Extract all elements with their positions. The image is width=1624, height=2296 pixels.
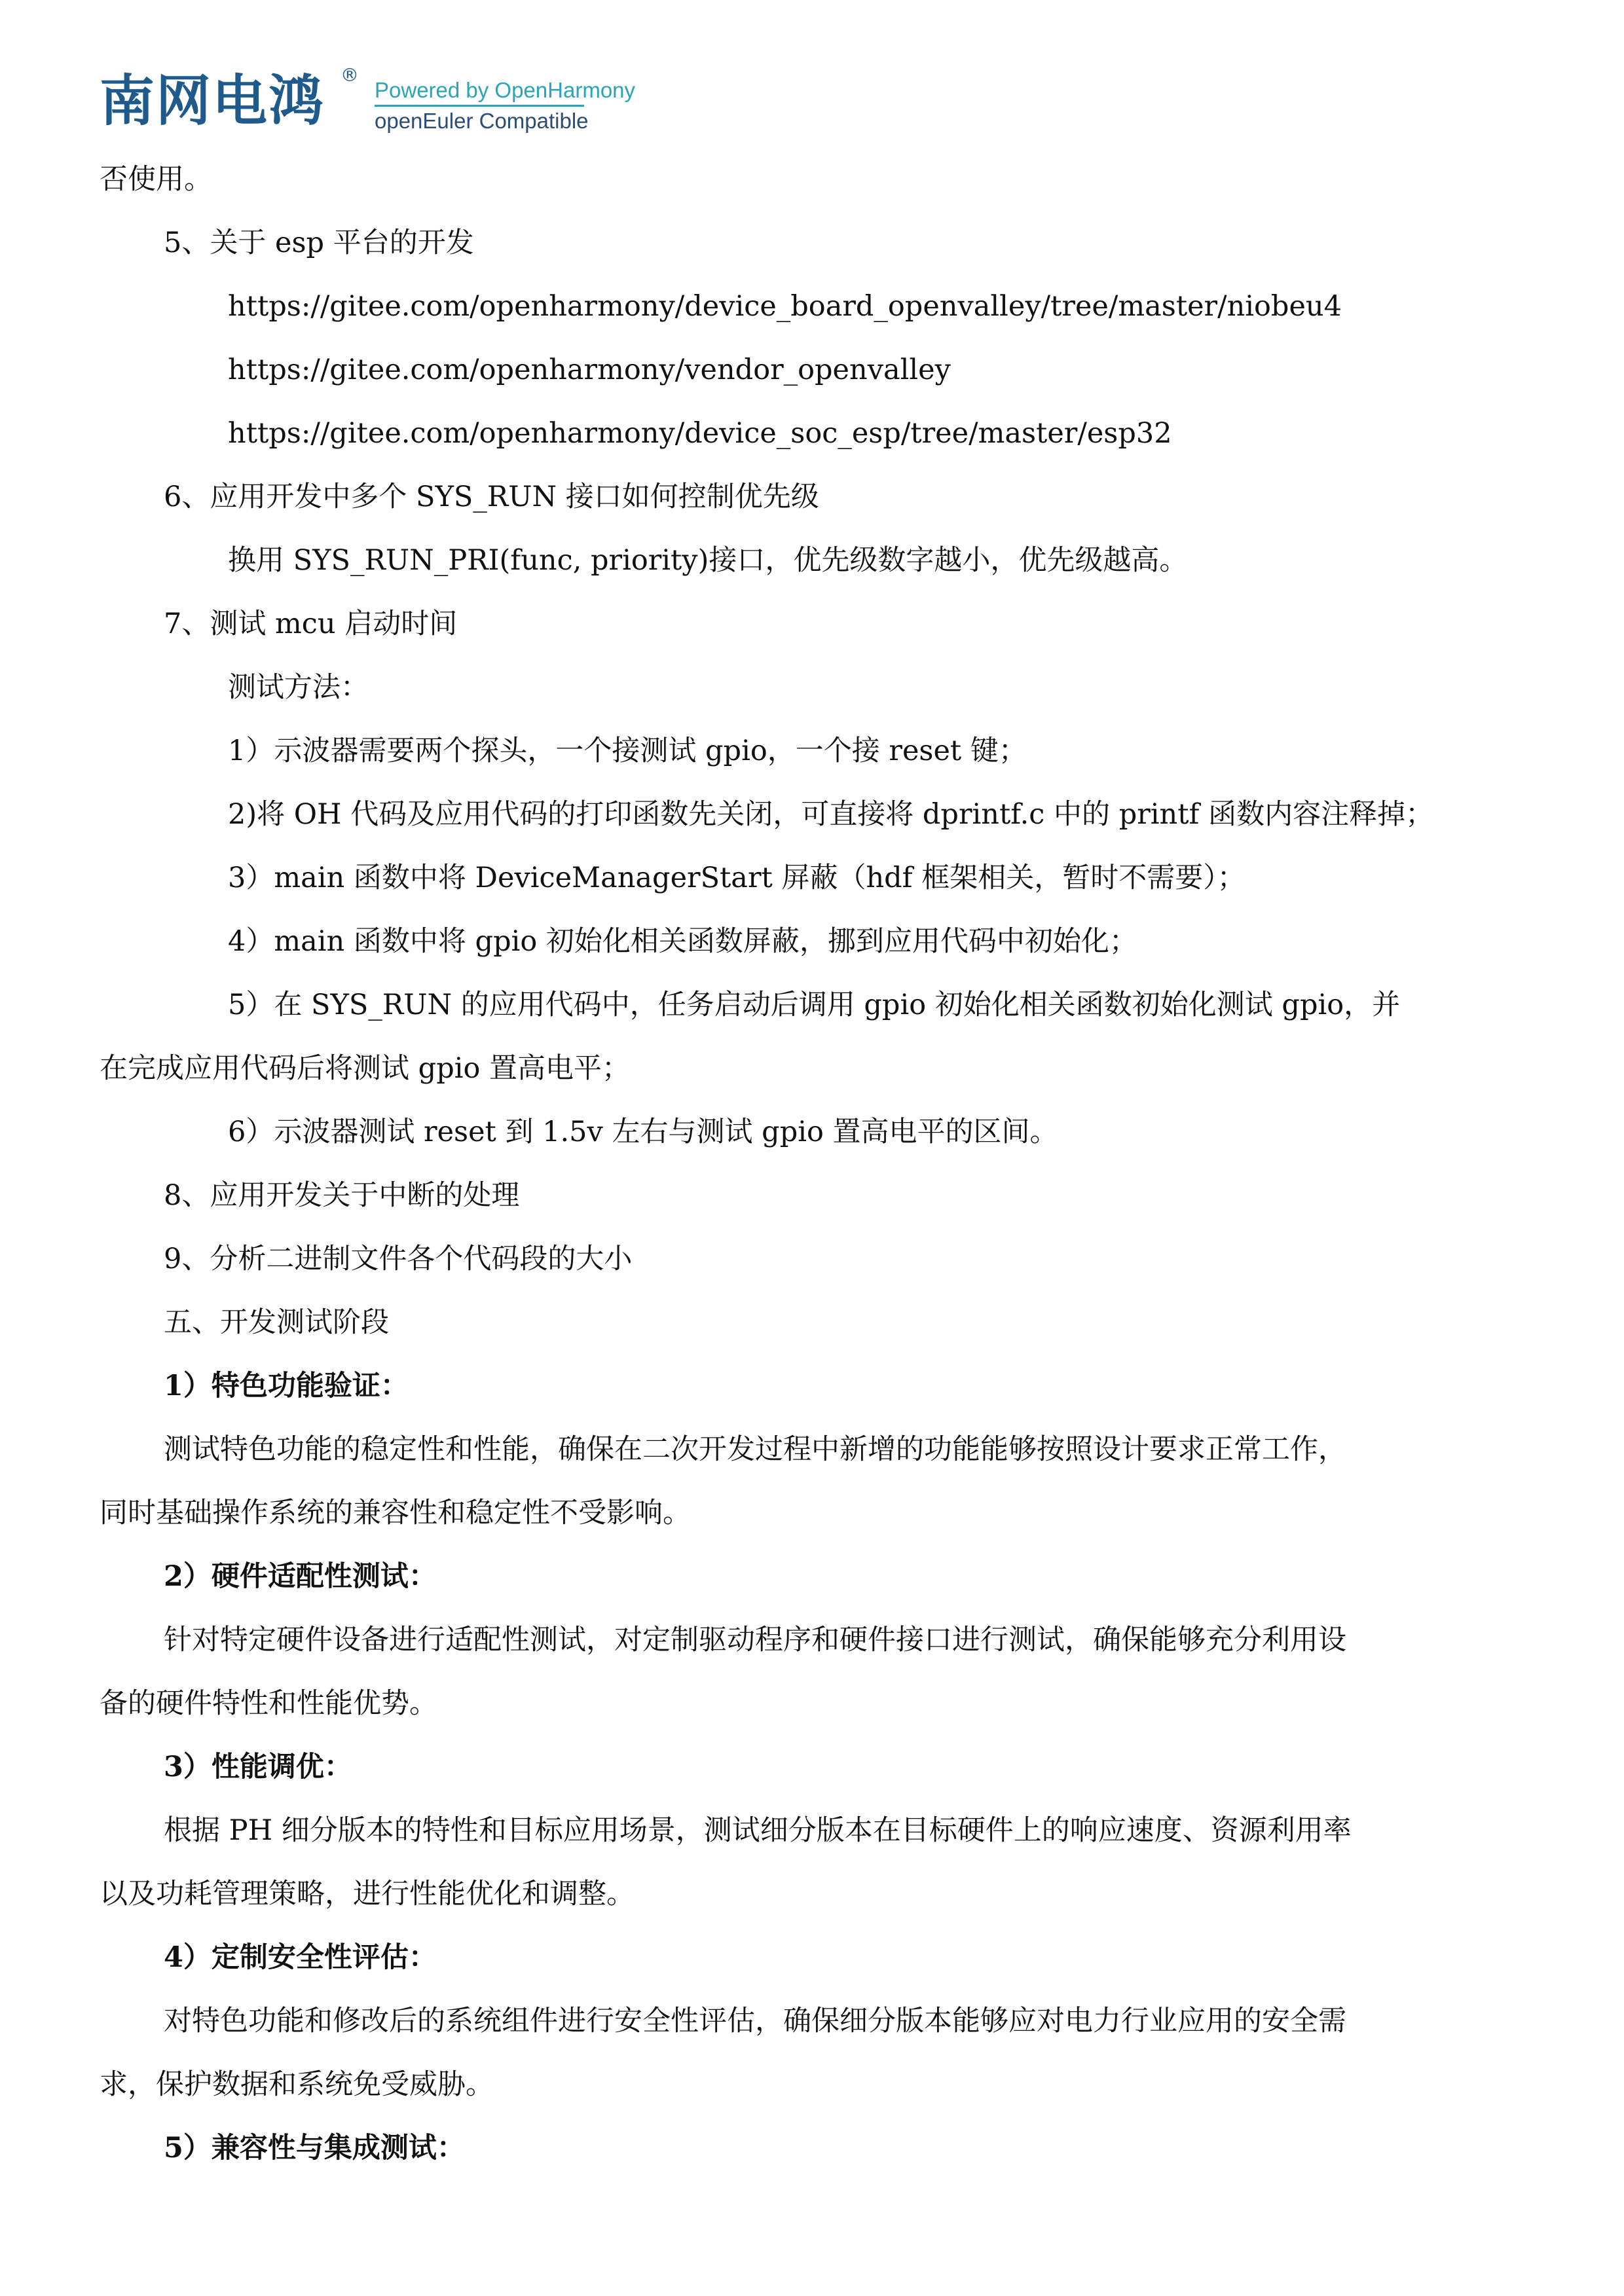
text-line: 测试方法： — [228, 671, 369, 704]
text-line: 五、开发测试阶段 — [164, 1306, 389, 1339]
text-line: https://gitee.com/openharmony/device_board_openvalley/tree/master/niobeu4 — [228, 290, 1342, 323]
text-line: 根据 PH 细分版本的特性和目标应用场景，测试细分版本在目标硬件上的响应速度、资源利用率 — [164, 1814, 1352, 1847]
section-heading: 2）硬件适配性测试： — [164, 1560, 437, 1593]
text-line: 以及功耗管理策略，进行性能优化和调整。 — [100, 1878, 635, 1910]
text-line: 2)将 OH 代码及应用代码的打印函数先关闭，可直接将 dprintf.c 中的 printf 函数内容注释掉； — [228, 798, 1434, 831]
text-line: 6、应用开发中多个 SYS_RUN 接口如何控制优先级 — [164, 481, 819, 513]
text-line: 5）在 SYS_RUN 的应用代码中，任务启动后调用 gpio 初始化相关函数初始化测试 gpio，并 — [228, 989, 1401, 1021]
compatible-text: openEuler Compatible — [375, 109, 589, 134]
text-line: 在完成应用代码后将测试 gpio 置高电平； — [100, 1052, 631, 1085]
text-line: 备的硬件特性和性能优势。 — [100, 1687, 437, 1720]
text-line: 5、关于 esp 平台的开发 — [164, 227, 474, 259]
text-line: 9、分析二进制文件各个代码段的大小 — [164, 1243, 633, 1275]
text-line: 换用 SYS_RUN_PRI(func, priority)接口，优先级数字越小，优先级越高。 — [228, 544, 1188, 577]
text-line: 1）示波器需要两个探头，一个接测试 gpio，一个接 reset 键； — [228, 735, 1027, 767]
section-heading: 1）特色功能验证： — [164, 1370, 409, 1402]
brand-tagline — [375, 78, 636, 134]
powered-by-text: Powered by OpenHarmony — [375, 79, 584, 107]
text-line: 测试特色功能的稳定性和性能，确保在二次开发过程中新增的功能能够按照设计要求正常工作， — [164, 1433, 1346, 1466]
text-line: 针对特定硬件设备进行适配性测试，对定制驱动程序和硬件接口进行测试，确保能够充分利用设 — [164, 1624, 1346, 1656]
section-heading: 3）性能调优： — [164, 1751, 352, 1783]
registered-mark: ® — [341, 64, 359, 86]
text-line: 同时基础操作系统的兼容性和稳定性不受影响。 — [100, 1497, 691, 1529]
text-line: 8、应用开发关于中断的处理 — [164, 1179, 520, 1212]
text-line: 7、测试 mcu 启动时间 — [164, 608, 458, 640]
section-heading: 4）定制安全性评估： — [164, 1941, 437, 1974]
text-line: 求，保护数据和系统免受威胁。 — [100, 2068, 494, 2101]
document-body — [100, 148, 1524, 2180]
text-line: https://gitee.com/openharmony/device_soc_esp/tree/master/esp32 — [228, 417, 1172, 450]
brand-logo: 南网电鸿 — [100, 69, 325, 133]
text-line: 对特色功能和修改后的系统组件进行安全性评估，确保细分版本能够应对电力行业应用的安全需 — [164, 2005, 1346, 2037]
text-line: https://gitee.com/openharmony/vendor_openvalley — [228, 354, 951, 386]
section-heading: 5）兼容性与集成测试： — [164, 2132, 465, 2164]
text-line: 4）main 函数中将 gpio 初始化相关函数屏蔽，挪到应用代码中初始化； — [228, 925, 1137, 958]
text-line: 否使用。 — [100, 163, 212, 196]
text-line: 6）示波器测试 reset 到 1.5v 左右与测试 gpio 置高电平的区间。 — [228, 1116, 1058, 1148]
text-line: 3）main 函数中将 DeviceManagerStart 屏蔽（hdf 框架相关，暂时不需要）； — [228, 862, 1246, 894]
